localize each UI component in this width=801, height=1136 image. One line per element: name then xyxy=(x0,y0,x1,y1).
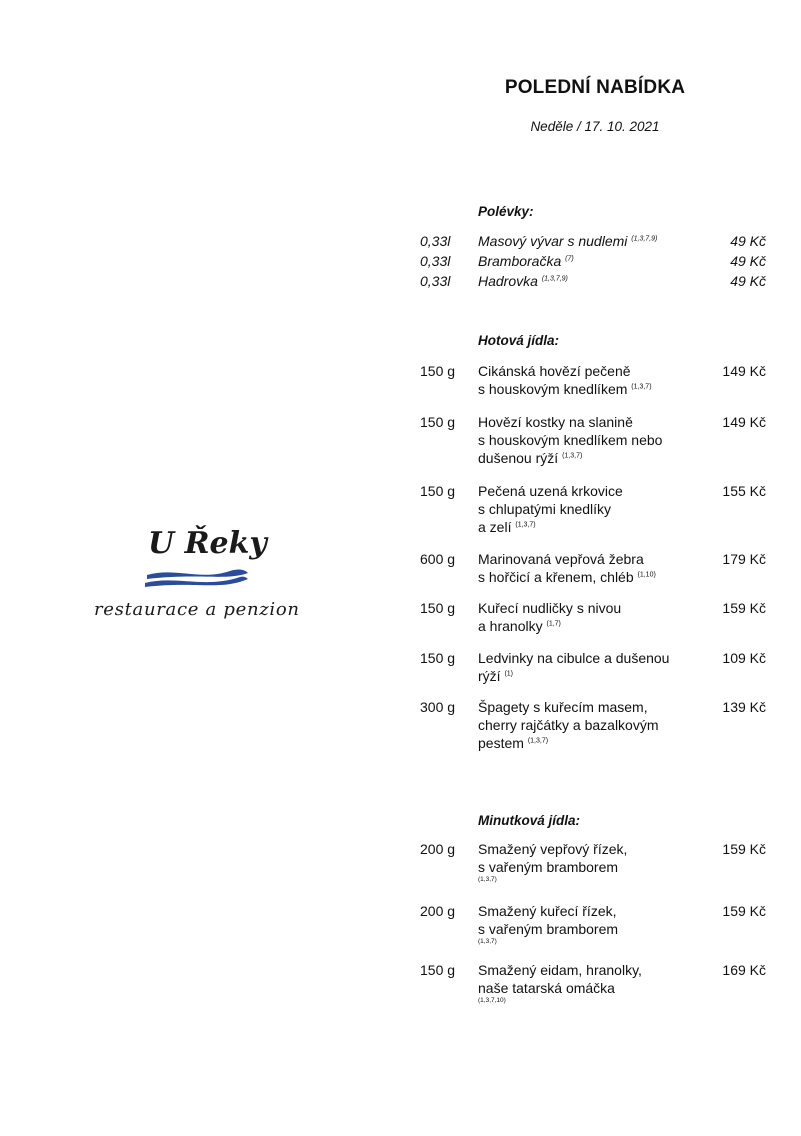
item-price: 159 Kč xyxy=(722,903,766,919)
item-name-line: s hořčicí a křenem, chléb xyxy=(478,569,634,585)
item-name-line: Smažený eidam, hranolky, xyxy=(478,962,642,978)
item-qty: 150 g xyxy=(420,650,456,666)
item-price: 179 Kč xyxy=(722,551,766,567)
section-title-minute: Minutková jídla: xyxy=(478,813,581,828)
item-qty: 600 g xyxy=(420,551,456,567)
item-name: Hadrovka xyxy=(478,273,538,289)
item-name-line: naše tatarská omáčka xyxy=(478,980,615,996)
item-allergens: (1,3,7,9) xyxy=(631,235,658,243)
item-name-line: Smažený vepřový řízek, xyxy=(478,841,628,857)
item-price: 149 Kč xyxy=(722,363,766,379)
item-allergens: (7) xyxy=(565,255,574,263)
item-allergens: (1,3,7) xyxy=(515,521,536,529)
item-name-line: Marinovaná vepřová žebra xyxy=(478,551,644,567)
item-name-line: s houskovým knedlíkem nebo xyxy=(478,432,663,448)
item-price: 49 Kč xyxy=(730,273,766,289)
section-title-main: Hotová jídla: xyxy=(478,333,560,348)
item-name-line: a zelí xyxy=(478,519,512,535)
item-qty: 150 g xyxy=(420,962,456,978)
item-allergens: (1,10) xyxy=(637,571,656,579)
item-name-line: Smažený kuřecí řízek, xyxy=(478,903,617,919)
item-price: 49 Kč xyxy=(730,233,766,249)
item-name-line: s chlupatými knedlíky xyxy=(478,501,612,517)
item-qty: 0,33l xyxy=(420,233,451,249)
item-qty: 0,33l xyxy=(420,253,451,269)
item-name-line: s houskovým knedlíkem xyxy=(478,381,628,397)
item-name: Masový vývar s nudlemi xyxy=(478,233,628,249)
item-allergens: (1,3,7) xyxy=(562,452,583,460)
item-qty: 150 g xyxy=(420,483,456,499)
logo-wave-icon-2 xyxy=(145,577,248,587)
item-price: 149 Kč xyxy=(722,414,766,430)
item-price: 109 Kč xyxy=(722,650,766,666)
item-name-line: Pečená uzená krkovice xyxy=(478,483,623,499)
item-price: 159 Kč xyxy=(722,600,766,616)
item-allergens: (1,3,7) xyxy=(478,876,497,883)
page-title: POLEDNÍ NABÍDKA xyxy=(504,77,686,98)
item-name-line: Kuřecí nudličky s nivou xyxy=(478,600,622,616)
item-qty: 150 g xyxy=(420,363,456,379)
item-name-line: a hranolky xyxy=(478,618,543,634)
item-allergens: (1) xyxy=(504,670,514,678)
item-allergens: (1,3,7) xyxy=(527,737,549,745)
item-name-line: Hovězí kostky na slanině xyxy=(478,414,633,430)
item-qty: 150 g xyxy=(420,414,456,430)
item-name-line: s vařeným bramborem xyxy=(478,921,619,937)
item-name-line: rýží xyxy=(478,668,501,684)
logo-wave-icon xyxy=(147,570,248,579)
item-qty: 200 g xyxy=(420,903,456,919)
logo-subtitle: restaurace a penzion xyxy=(94,599,299,620)
item-name-line: Ledvinky na cibulce a dušenou xyxy=(478,650,670,666)
item-name-line: s vařeným bramborem xyxy=(478,859,619,875)
logo-name: U Řeky xyxy=(148,526,267,561)
item-allergens: (1,3,7,9) xyxy=(541,275,568,283)
item-name: Bramboračka xyxy=(478,253,562,269)
item-allergens: (1,3,7,10) xyxy=(478,997,506,1004)
item-qty: 200 g xyxy=(420,841,456,857)
item-name-line: dušenou rýží xyxy=(478,450,559,466)
item-qty: 150 g xyxy=(420,600,456,616)
item-price: 49 Kč xyxy=(730,253,766,269)
item-price: 155 Kč xyxy=(722,483,766,499)
item-allergens: (1,3,7) xyxy=(478,938,497,945)
menu-date: Neděle / 17. 10. 2021 xyxy=(530,119,660,134)
item-name-line: Cikánská hovězí pečeně xyxy=(478,363,631,379)
section-title-soups: Polévky: xyxy=(478,204,534,219)
item-name-line: cherry rajčátky a bazalkovým xyxy=(478,717,659,733)
item-price: 159 Kč xyxy=(722,841,766,857)
item-qty: 300 g xyxy=(420,699,456,715)
item-price: 139 Kč xyxy=(722,699,766,715)
item-qty: 0,33l xyxy=(420,273,451,289)
item-allergens: (1,7) xyxy=(546,620,561,628)
item-name-line: Špagety s kuřecím masem, xyxy=(478,699,648,715)
restaurant-logo xyxy=(90,515,305,635)
item-price: 169 Kč xyxy=(722,962,766,978)
item-allergens: (1,3,7) xyxy=(631,383,652,391)
item-name-line: pestem xyxy=(478,735,524,751)
